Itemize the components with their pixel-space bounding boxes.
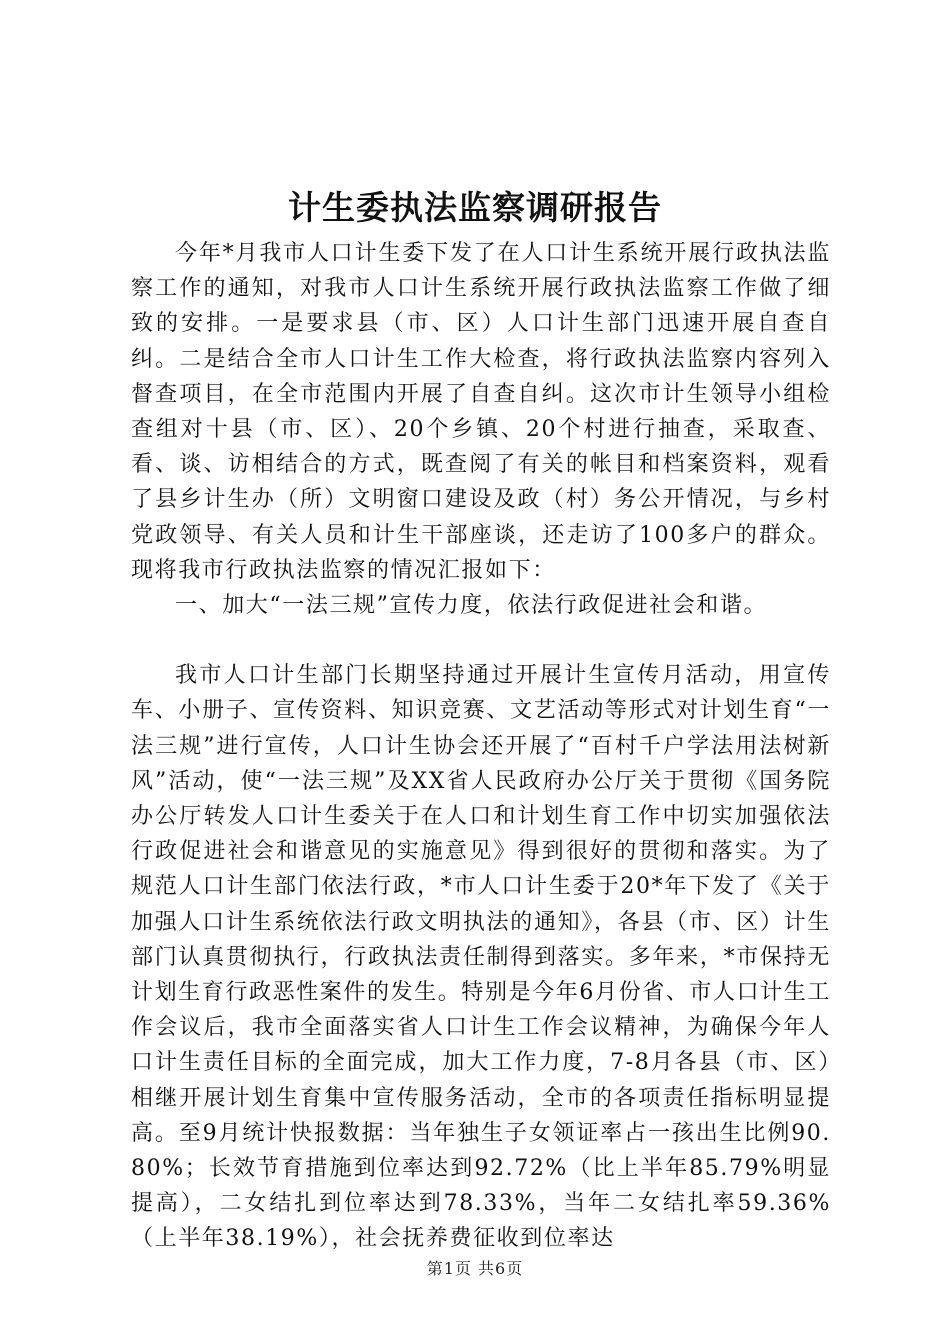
intro-paragraph: 今年*月我市人口计生委下发了在人口计生系统开展行政执法监察工作的通知，对我市人口计生系统开展行政执法监察工作做了细致的安排。一是要求县（市、区）人口计生部门迅速开展自查自纠。二是结合全市人口计生工作大检查，将行政执法监察内容列入督查项目，在全市范围内开展了自查自纠。这次市计生领导小组检查组对十县（市、区）、20个乡镇、20个村进行抽查，采取查、看、谈、访相结合的方式，既查阅了有关的帐目和档案资料，观看了县乡计生办（所）文明窗口建设及政（村）务公开情况，与乡村党政领导、有关人员和计生干部座谈，还走访了100多户的群众。现将我市行政执法监察的情况汇报如下： <box>131 241 831 583</box>
document-body <box>131 236 831 1257</box>
page-number-footer: 第1页 共6页 <box>426 1259 524 1278</box>
document-title: 计生委执法监察调研报告 <box>288 188 662 227</box>
body-paragraph: 我市人口计生部门长期坚持通过开展计生宣传月活动，用宣传车、小册子、宣传资料、知识竞赛、文艺活动等形式对计划生育“一法三规”进行宣传，人口计生协会还开展了“百村千户学法用法树新风”活动，使“一法三规”及XX省人民政府办公厅关于贯彻《国务院办公厅转发人口计生委关于在人口和计划生育工作中切实加强依法行政促进社会和谐意见的实施意见》得到很好的贯彻和落实。为了规范人口计生部门依法行政，*市人口计生委于20*年下发了《关于加强人口计生系统依法行政文明执法的通知》，各县（市、区）计生部门认真贯彻执行，行政执法责任制得到落实。多年来，*市保持无计划生育行政恶性案件的发生。特别是今年6月份省、市人口计生工作会议后，我市全面落实省人口计生工作会议精神，为确保今年人口计生责任目标的全面完成，加大工作力度，7-8月各县（市、区）相继开展计划生育集中宣传服务活动，全市的各项责任指标明显提高。至9月统计快报数据：当年独生子女领证率占一孩出生比例90.80%；长效节育措施到位率达到92.72%（比上半年85.79%明显提高），二女结扎到位率达到78.33%，当年二女结扎率59.36%（上半年38.19%），社会抚养费征收到位率达 <box>131 663 831 1252</box>
section-heading: 一、加大“一法三规”宣传力度，依法行政促进社会和谐。 <box>175 593 768 619</box>
